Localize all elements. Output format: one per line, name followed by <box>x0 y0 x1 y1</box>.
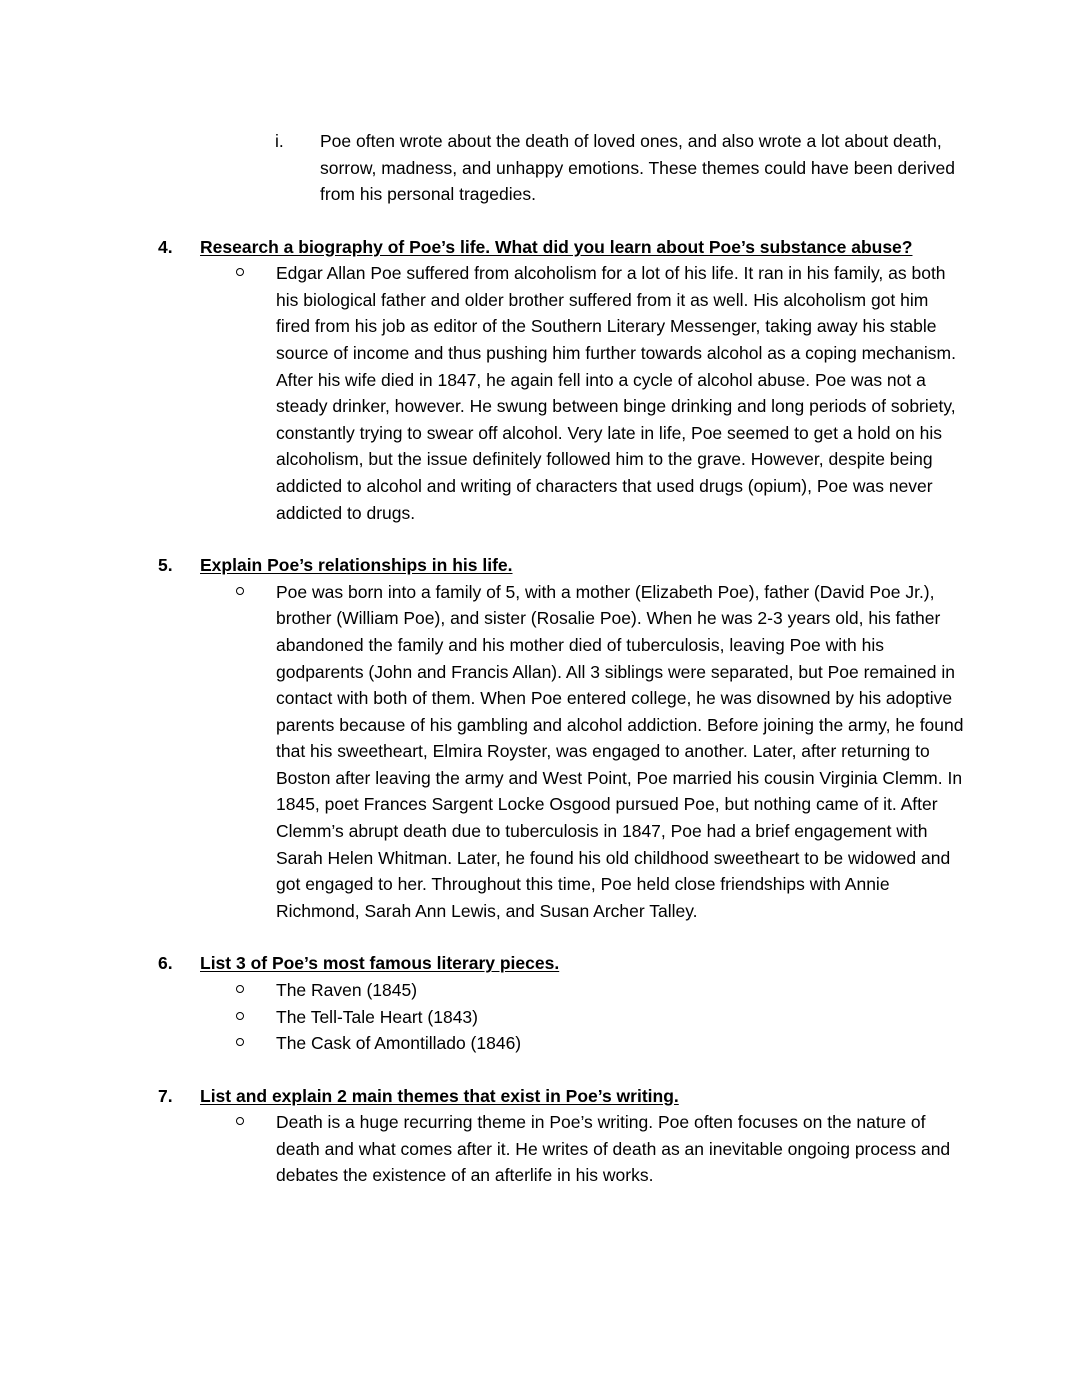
question-number-4: 4. <box>158 236 173 257</box>
question-item-5 <box>158 552 1080 924</box>
answer-item <box>234 1004 966 1031</box>
section-spacer <box>0 1057 1080 1083</box>
answer-item <box>234 1109 966 1189</box>
question-item-6 <box>158 950 1080 1056</box>
answer-text: Poe was born into a family of 5, with a mother (Elizabeth Poe), father (David Poe Jr.), brother (William Poe), and sister (Rosalie Poe). When he was 2-3 years old, his father abandoned the family and his mother died of tuberculosis, leaving Poe with his godparents (John and Francis Allan). All 3 siblings were separated, but Poe remained in contact with both of them. When Poe entered college, he was disowned by his adoptive parents because of his gambling and alcohol addiction. Before joining the army, he found that his sweetheart, Elmira Royster, was engaged to another. Later, after returning to Boston after leaving the army and West Point, Poe married his cousin Virginia Clemm. In 1845, poet Frances Sargent Locke Osgood pursued Poe, but nothing came of it. After Clemm’s abrupt death due to tuberculosis in 1847, Poe had a brief engagement with Sarah Helen Whitman. Later, he found his old childhood sweetheart to be widowed and got engaged to her. Throughout this time, Poe held close friendships with Annie Richmond, Sarah Ann Lewis, and Susan Archer Talley. <box>276 581 964 921</box>
answer-list-6 <box>200 977 1080 1057</box>
answer-item <box>234 260 966 526</box>
question-heading-wrap-4 <box>200 234 940 261</box>
roman-list-item <box>275 128 965 208</box>
answer-list-5 <box>200 579 1080 925</box>
question-heading-wrap-5 <box>200 552 940 579</box>
question-heading-wrap-6 <box>200 950 940 977</box>
roman-marker: i. <box>275 131 284 151</box>
roman-sublist <box>0 128 1080 208</box>
question-item-4 <box>158 234 1080 526</box>
section-spacer <box>0 526 1080 552</box>
answer-text: The Raven (1845) <box>276 979 418 1000</box>
answer-text: Death is a huge recurring theme in Poe’s writing. Poe often focuses on the nature of death and what comes after it. He writes of death as an inevitable ongoing process and debates the existence of an afterlife in his works. <box>276 1112 951 1186</box>
question-number-5: 5. <box>158 555 173 576</box>
answer-text: The Cask of Amontillado (1846) <box>276 1033 522 1054</box>
question-heading-wrap-7 <box>200 1083 940 1110</box>
question-heading-7: List and explain 2 main themes that exist in Poe’s writing. <box>200 1085 679 1106</box>
question-heading-4: Research a biography of Poe’s life. What did you learn about Poe’s substance abuse? <box>200 236 913 257</box>
answer-text: The Tell-Tale Heart (1843) <box>276 1006 478 1027</box>
circle-bullet-icon <box>236 1030 244 1057</box>
circle-bullet-icon <box>236 977 244 1004</box>
question-number-6: 6. <box>158 953 173 974</box>
answer-list-4 <box>200 260 1080 526</box>
question-list <box>0 234 1080 1189</box>
section-spacer <box>0 924 1080 950</box>
answer-list-7 <box>200 1109 1080 1189</box>
section-spacer <box>0 208 1080 234</box>
circle-bullet-icon <box>236 260 244 287</box>
question-heading-5: Explain Poe’s relationships in his life. <box>200 555 513 576</box>
answer-item <box>234 977 966 1004</box>
answer-text: Edgar Allan Poe suffered from alcoholism for a lot of his life. It ran in his family, as both his biological father and older brother suffered from it as well. His alcoholism got him fired from his job as editor of the Southern Literary Messenger, taking away his stable source of income and thus pushing him further towards alcohol as a coping mechanism. After his wife died in 1847, he again fell into a cycle of alcohol abuse. Poe was not a steady drinker, however. He swung between binge drinking and long periods of sobriety, constantly trying to swear off alcohol. Very late in life, Poe seemed to get a hold on his alcoholism, but the issue definitely followed him to the grave. However, despite being addicted to alcohol and writing of characters that used drugs (opium), Poe was never addicted to drugs. <box>276 263 956 523</box>
question-heading-6: List 3 of Poe’s most famous literary pieces. <box>200 953 560 974</box>
answer-item <box>234 1030 966 1057</box>
answer-item <box>234 579 966 925</box>
question-number-7: 7. <box>158 1085 173 1106</box>
circle-bullet-icon <box>236 1004 244 1031</box>
question-item-7 <box>158 1083 1080 1189</box>
circle-bullet-icon <box>236 1109 244 1136</box>
circle-bullet-icon <box>236 579 244 606</box>
roman-item-text: Poe often wrote about the death of loved ones, and also wrote a lot about death, sorrow, madness, and unhappy emotions. These themes could have been derived from his personal tragedies. <box>320 131 955 205</box>
